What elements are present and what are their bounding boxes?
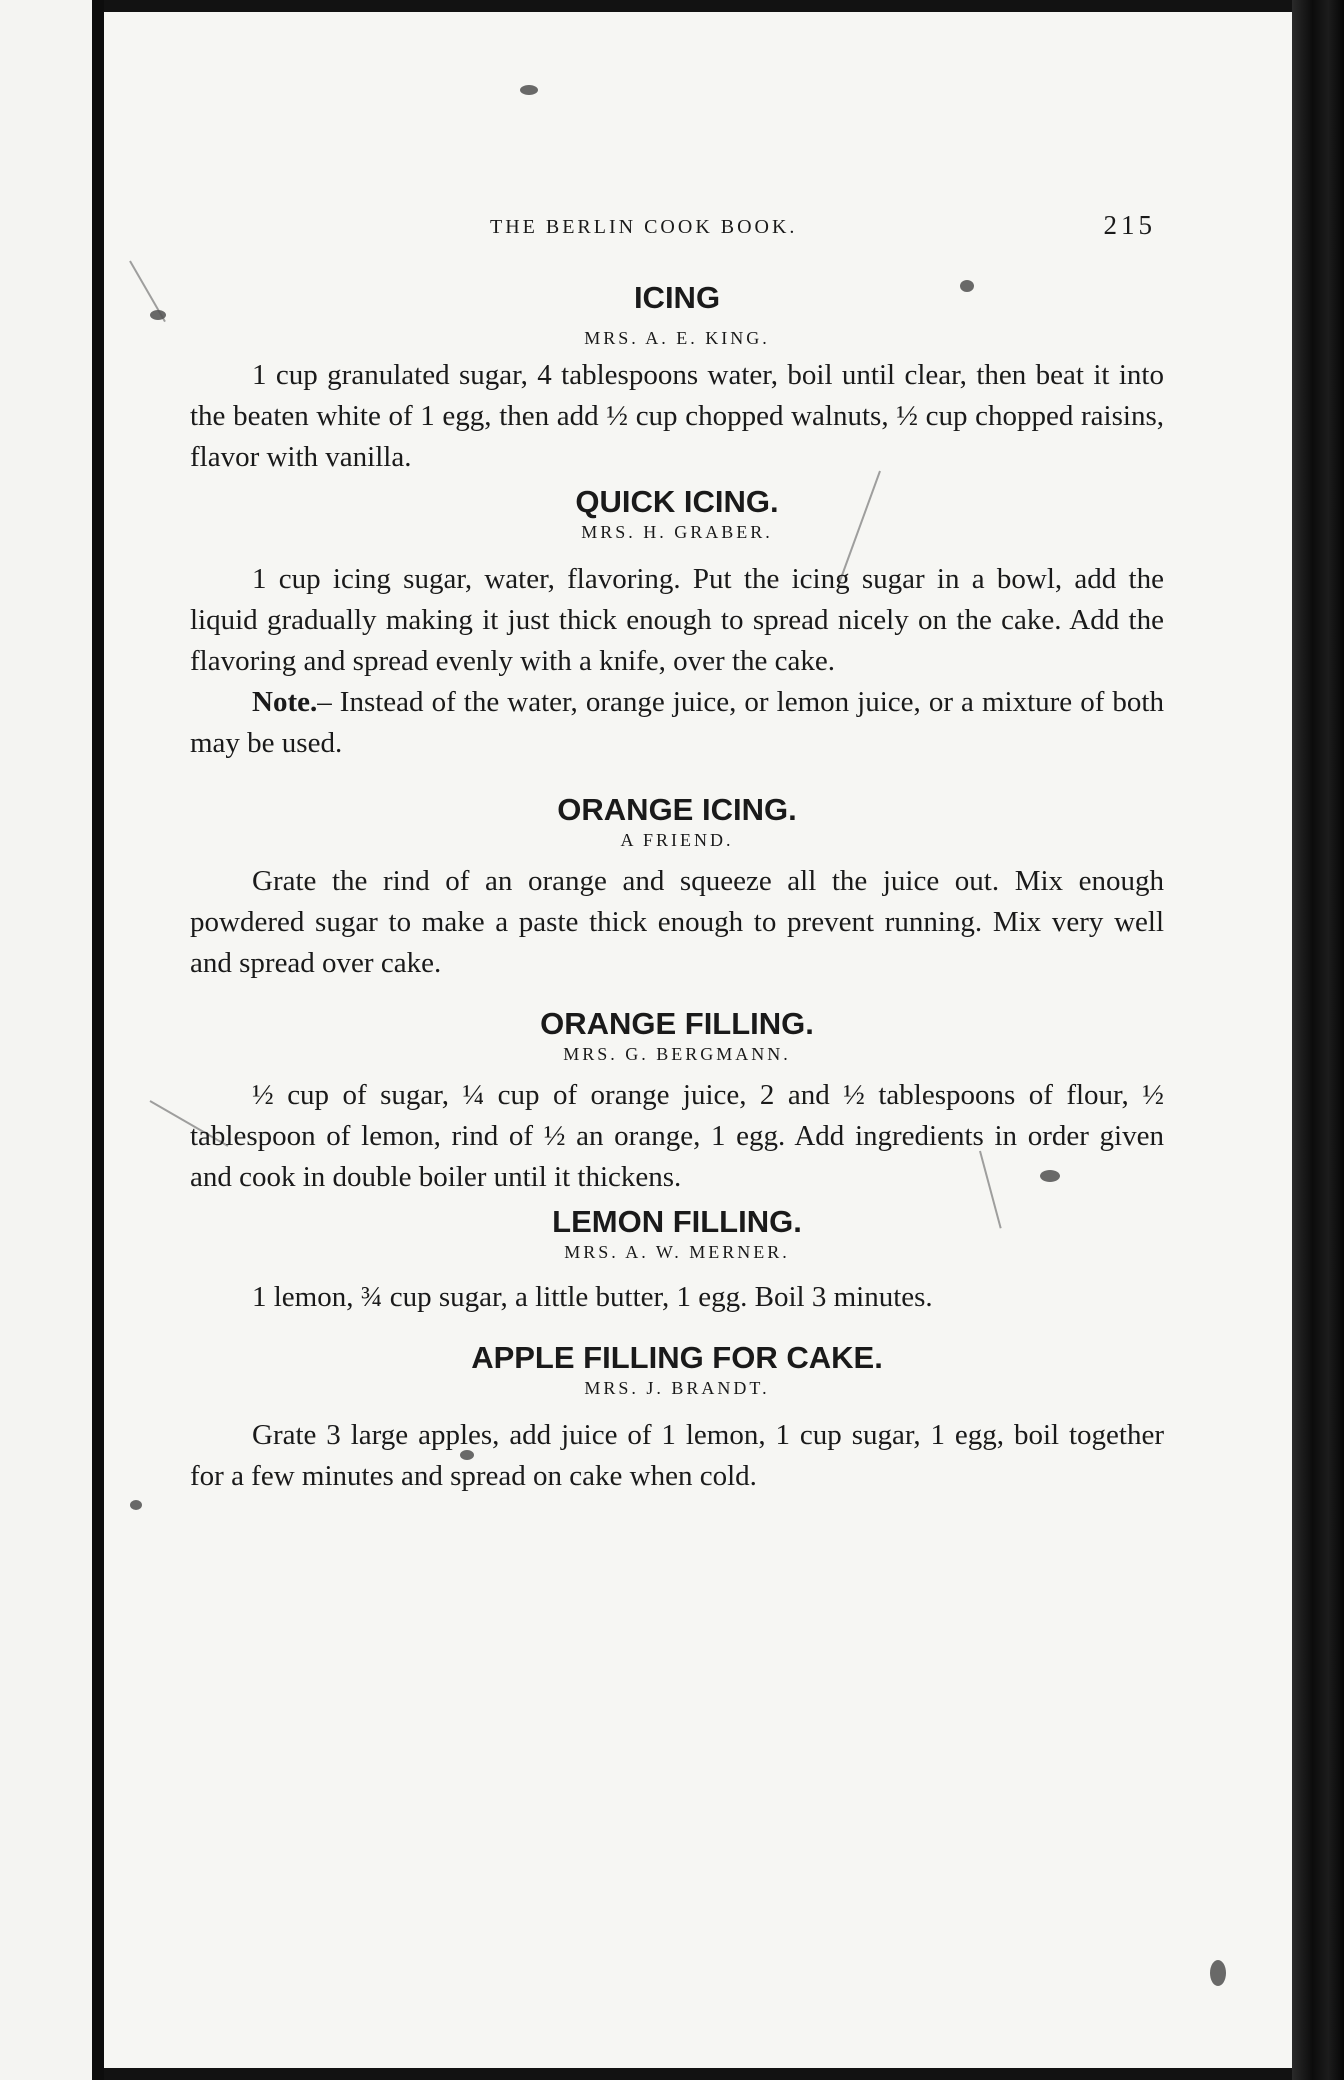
- note-label: Note.: [252, 686, 318, 718]
- running-header: [190, 210, 1164, 250]
- page-edge-shadow: [1292, 0, 1344, 2080]
- facing-page-edge: [0, 0, 92, 2080]
- scan-speck: [520, 85, 538, 95]
- recipe-title: LEMON FILLING.: [552, 1204, 802, 1239]
- scan-speck: [1210, 1960, 1226, 1986]
- recipe-text: 1 cup granulated sugar, 4 tablespoons water, boil until clear, then beat it into the beaten white of 1 egg, then add ½ cup chopped walnuts, ½ cup chopped raisins, flavor with vanilla.: [190, 359, 1164, 473]
- recipe-title: APPLE FILLING FOR CAKE.: [471, 1340, 883, 1375]
- recipe-text: 1 cup icing sugar, water, flavoring. Put the icing sugar in a bowl, add the liquid gradually making it just thick enough to spread nicely on the cake. Add the flavoring and spread evenly with a knife, over the cake.: [190, 563, 1164, 677]
- recipe-author: MRS. J. BRANDT.: [584, 1378, 770, 1398]
- recipe-text: ½ cup of sugar, ¼ cup of orange juice, 2 and ½ tablespoons of flour, ½ tablespoon of lemon, rind of ½ an orange, 1 egg. Add ingredients in order given and cook in double boiler until it thickens.: [190, 1079, 1164, 1193]
- recipe-icing: [190, 280, 1164, 478]
- recipe-author: MRS. A. E. KING.: [584, 328, 770, 348]
- recipe-author: A FRIEND.: [620, 830, 734, 850]
- recipe-note: [190, 682, 1164, 764]
- recipe-text: Grate 3 large apples, add juice of 1 lemon, 1 cup sugar, 1 egg, boil together for a few minutes and spread on cake when cold.: [190, 1419, 1164, 1492]
- recipe-quick-icing: [190, 484, 1164, 764]
- recipe-author: MRS. H. GRABER.: [581, 522, 773, 542]
- recipe-lemon-filling: [190, 1204, 1164, 1318]
- recipe-text: 1 lemon, ¾ cup sugar, a little butter, 1 egg. Boil 3 minutes.: [252, 1281, 933, 1313]
- recipe-orange-filling: [190, 1006, 1164, 1198]
- book-gutter: [92, 0, 104, 2080]
- recipe-title: ORANGE FILLING.: [540, 1006, 814, 1041]
- page-number: 215: [1103, 210, 1156, 240]
- running-title: THE BERLIN COOK BOOK.: [490, 216, 798, 238]
- scan-speck: [130, 1500, 142, 1510]
- recipe-title: QUICK ICING.: [575, 484, 779, 519]
- note-text: – Instead of the water, orange juice, or lemon juice, or a mixture of both may be used.: [190, 686, 1164, 759]
- page-content: [190, 210, 1164, 1497]
- recipe-title: ICING: [633, 280, 721, 315]
- recipe-orange-icing: [190, 792, 1164, 984]
- recipe-author: MRS. G. BERGMANN.: [563, 1044, 791, 1064]
- recipe-text: Grate the rind of an orange and squeeze all the juice out. Mix enough powdered sugar to make a paste thick enough to prevent running. Mix very well and spread over cake.: [190, 865, 1164, 979]
- recipe-author: MRS. A. W. MERNER.: [564, 1242, 790, 1262]
- recipe-title: ORANGE ICING.: [557, 792, 797, 827]
- recipe-apple-filling: [190, 1340, 1164, 1497]
